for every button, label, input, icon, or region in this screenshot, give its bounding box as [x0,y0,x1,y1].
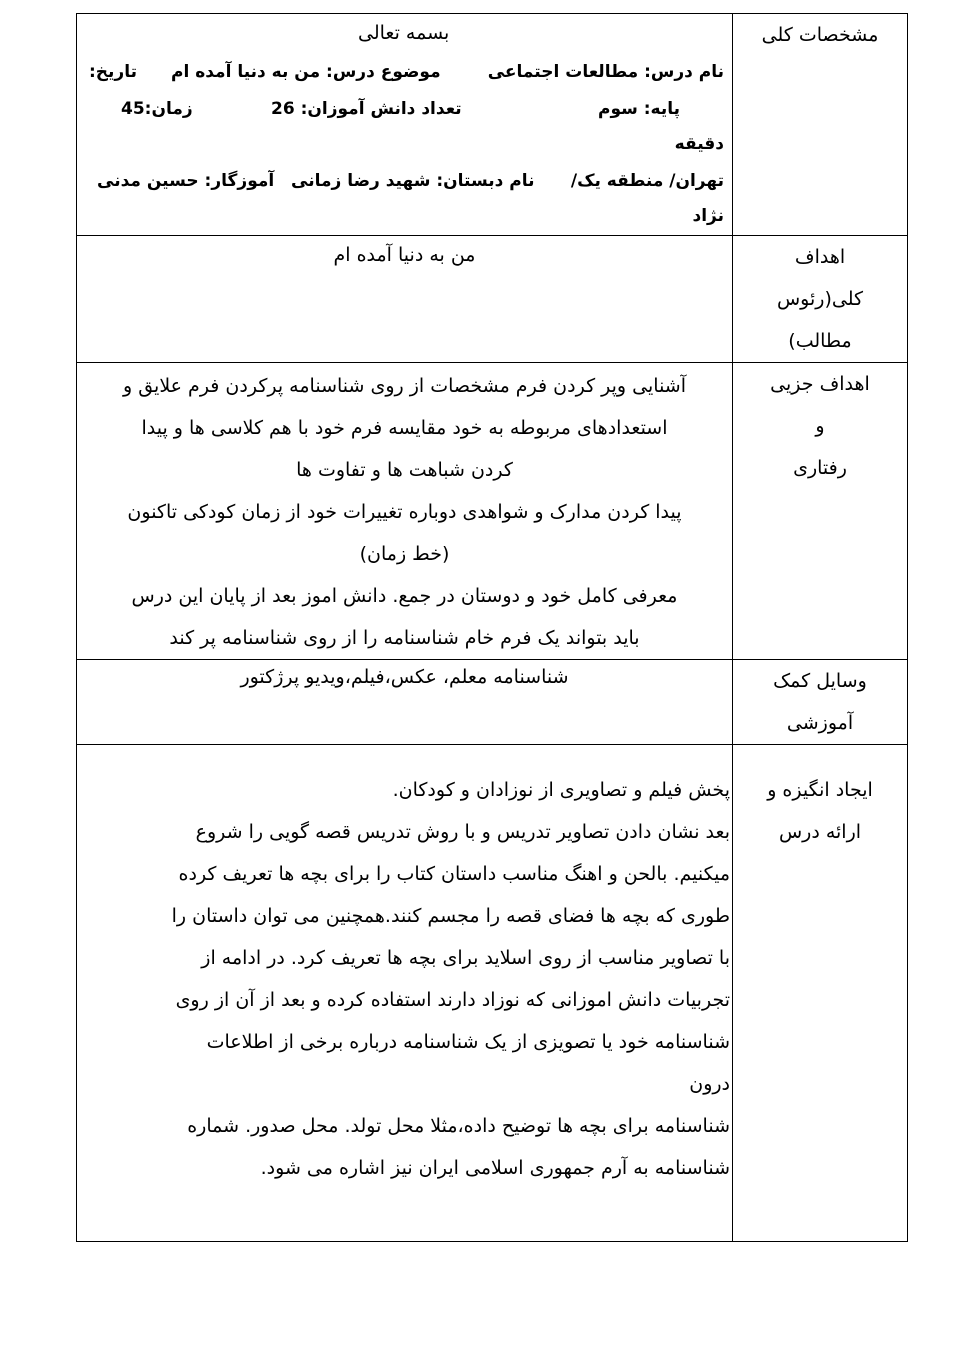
label-objectives-line-3: رفتاری [793,457,847,479]
presentation-line: شناسنامه برای بچه ها توضیح داده،مثلا محل تولد. محل صدور. شماره [187,1115,730,1137]
presentation-line: بعد نشان دادن تصاویر تدریس و با روش تدریس قصه گویی را شروع [195,821,730,843]
cell-goals [77,236,733,363]
student-count: تعداد دانش آموزان: 26 [271,99,462,119]
objective-line: پیدا کردن مدارک و شواهدی دوباره تغییرات خود از زمان کودکی تاکنون [127,501,682,523]
row-goals [77,236,908,363]
label-presentation-line-1: ایجاد انگیزه و [767,779,873,801]
row-presentation [77,745,908,1242]
cell-objectives [77,363,733,660]
label-goals-line-1: اهداف [794,246,846,268]
label-goals-line-3: مطالب) [788,330,852,352]
row-general [77,14,908,236]
school-name: نام دبستان: شهید رضا زمانی [291,171,535,191]
label-presentation [733,745,908,1242]
row-tools [77,660,908,745]
presentation-line: درون [689,1073,730,1095]
label-tools [733,660,908,745]
presentation-line: با تصاویر مناسب از روی اسلاید برای بچه ها تعریف کرد. در ادامه از [201,947,730,969]
lesson-time: زمان:45 [121,99,193,119]
lesson-date: تاریخ: [89,62,137,82]
row-objectives [77,363,908,660]
presentation-line: تجربیات دانش اموزانی که نوزاد دارند استفاده کرده و بعد از آن از روی [175,989,730,1011]
label-objectives-line-1: اهداف جزیی [770,373,870,395]
lesson-plan-table [76,13,908,1242]
objective-line: باید بتواند یک فرم خام شناسنامه را از روی شناسنامه پر کند [169,627,640,649]
school-region-tail: نژاد [692,206,724,226]
label-goals-line-2: کلی(رئوس [776,288,864,310]
label-objectives [733,363,908,660]
label-tools-line-1: وسایل کمک [773,670,867,692]
presentation-line: شناسنامه به آرم جمهوری اسلامی ایران نیز اشاره می شود. [260,1157,730,1179]
cell-presentation [77,745,733,1242]
label-general-text: مشخصات کلی [761,24,879,46]
objective-line: (خط زمان) [359,543,450,565]
presentation-line: میکنیم. بالحن و اهنگ مناسب داستان کتاب را برای بچه ها تعریف کرده [178,863,730,885]
school-region: تهران/ منطقه یک/ [570,171,724,191]
objective-line: آشنایی وپر کردن فرم مشخصات از روی شناسنامه پرکردن فرم علایق و [123,375,686,397]
grade-level: پایه: سوم [597,99,680,119]
presentation-line: شناسنامه خود یا تصویزی از یک شناسنامه درباره برخی از اطلاعات [206,1031,730,1053]
label-general [733,14,908,236]
lesson-time-unit: دقیقه [674,134,724,154]
presentation-line: پخش فیلم و تصاویری از نوزادان و کودکان. [392,779,730,801]
goals-text: من به دنیا آمده ام [333,244,476,266]
label-objectives-line-2: و [815,415,825,437]
objective-line: استعدادهای مربوطه به خود مقایسه فرم خود با هم کلاسی ها و پیدا [141,417,668,439]
cell-general [77,14,733,236]
objective-line: معرفی کامل خود و دوستان در جمع. دانش اموز بعد از پایان این درس [131,585,678,607]
label-tools-line-2: آموزشی [786,712,854,734]
tools-text: شناسنامه معلم، عکس،فیلم،ویدیو پرژکتور [240,666,569,688]
lesson-topic: موضوع درس: من به دنیا آمده ام [171,62,441,82]
teacher-name: آموزگار: حسین مدنی [97,171,275,191]
course-name: نام درس: مطالعات اجتماعی [487,62,724,82]
presentation-line: طوری که بچه ها فضای قصه را مجسم کنند.همچنین می توان داستان را [171,905,730,927]
objective-line: کردن شباهت ها و تفاوت ها [296,459,513,481]
label-goals [733,236,908,363]
cell-tools [77,660,733,745]
bismillah-heading: بسمه تعالی [358,22,450,44]
label-presentation-line-2: ارائه درس [778,821,862,843]
